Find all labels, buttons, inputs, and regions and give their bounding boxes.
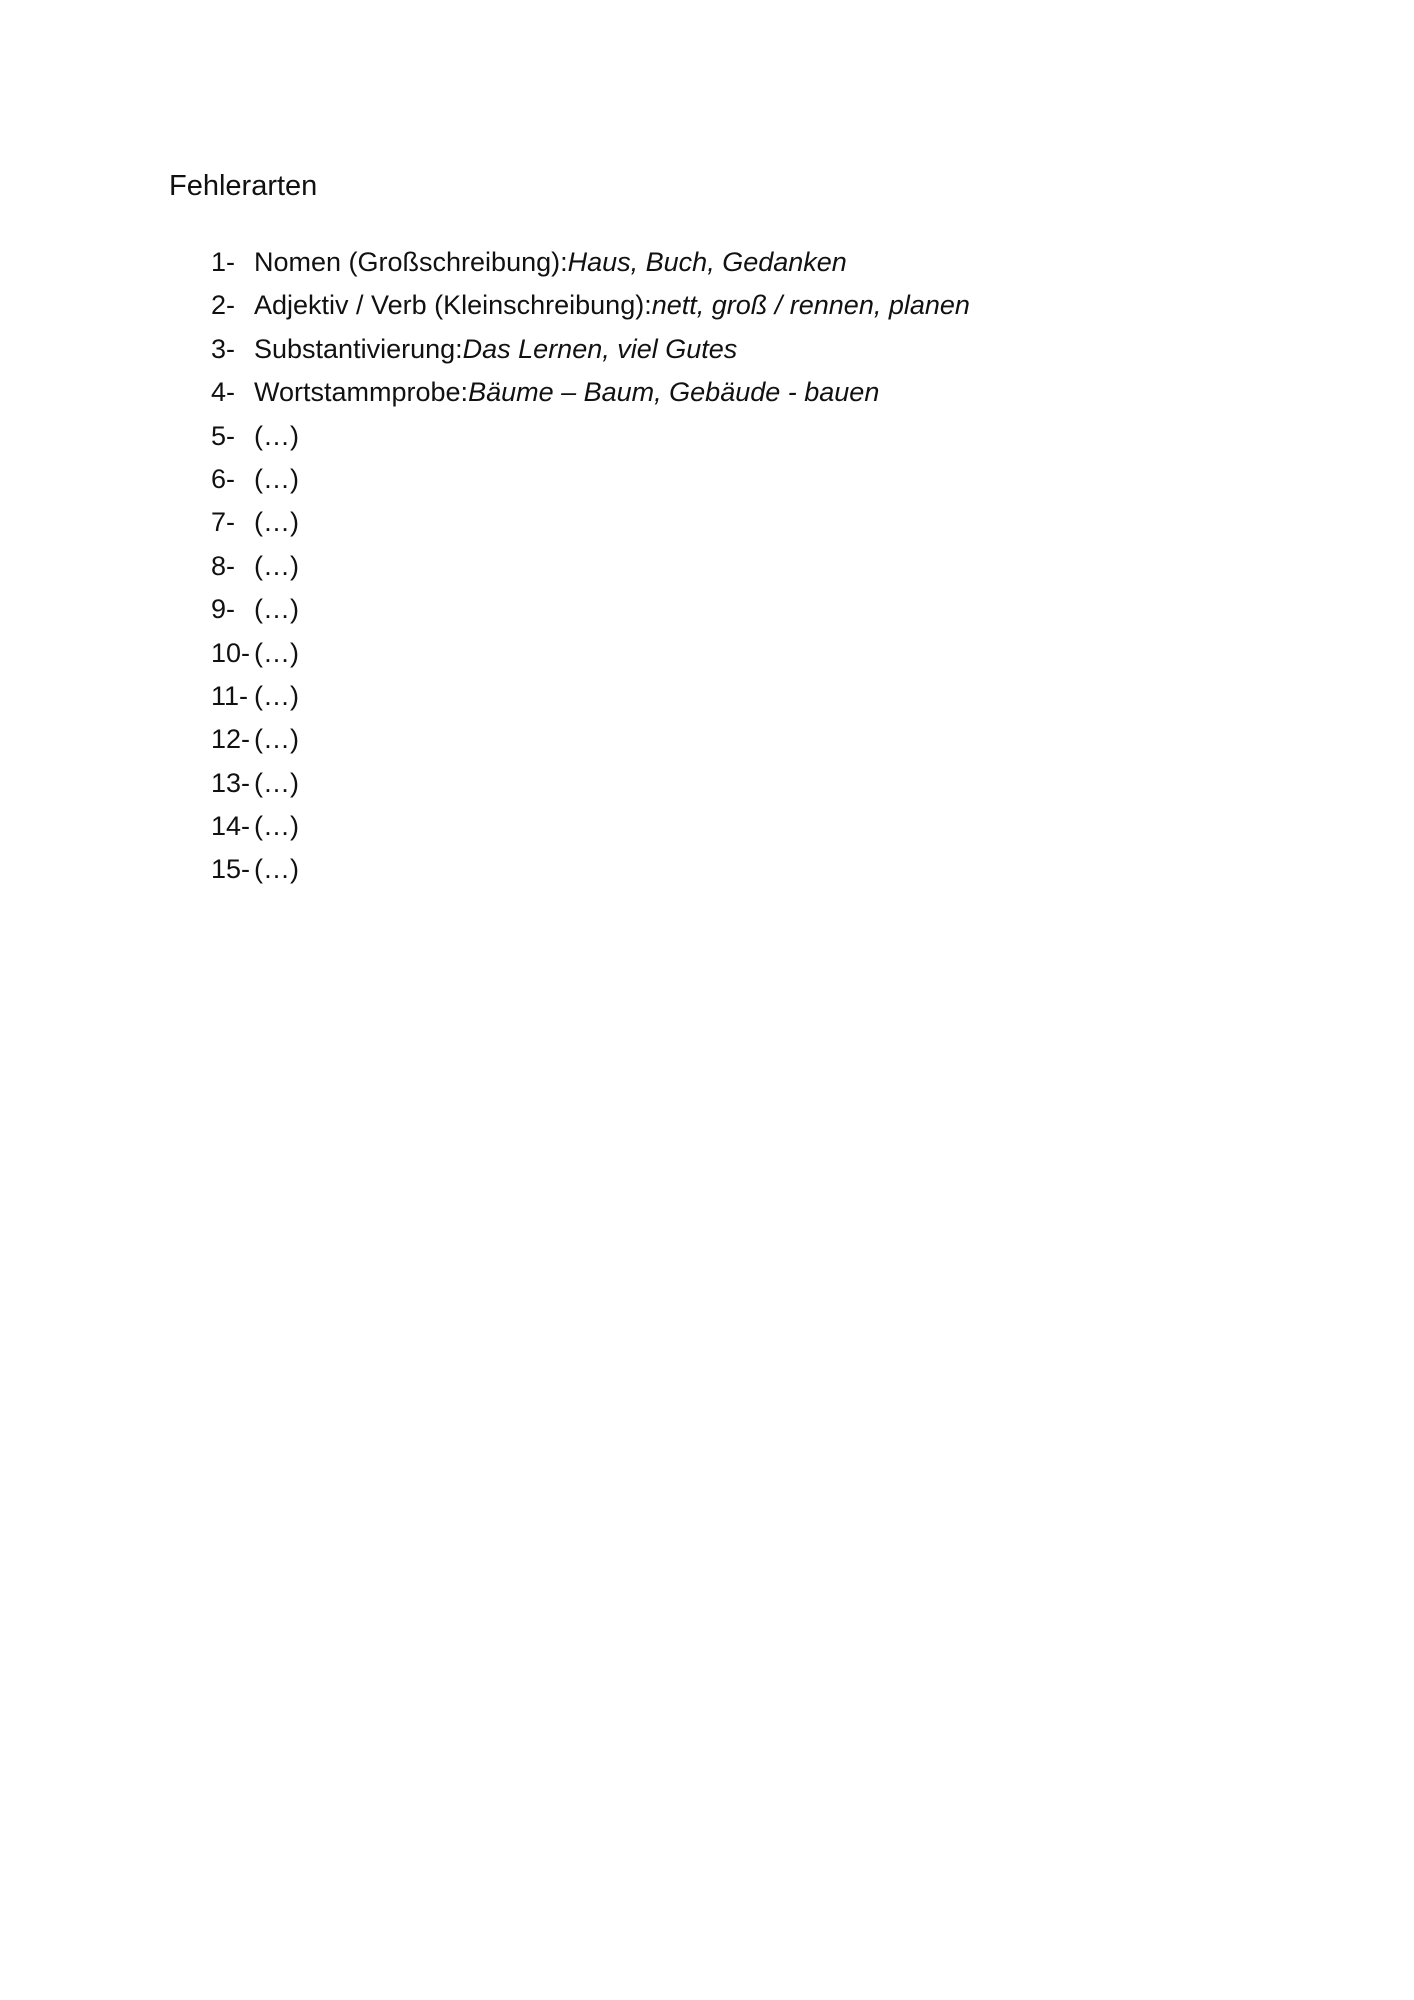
item-example: Bäume – Baum, Gebäude - bauen [468, 377, 880, 408]
item-number: 14- [211, 811, 251, 842]
list-item [211, 458, 970, 501]
item-label: (…) [254, 637, 299, 668]
item-label: (…) [254, 724, 299, 755]
item-label: Adjektiv / Verb (Kleinschreibung): [254, 290, 652, 321]
item-number: 4- [211, 377, 236, 408]
item-number: 12- [211, 724, 251, 755]
item-number: 9- [211, 594, 236, 625]
item-label: (…) [254, 767, 299, 798]
page-title: Fehlerarten [169, 170, 318, 202]
item-number: 15- [211, 854, 251, 885]
item-label: Substantivierung: [254, 333, 463, 364]
list-item [211, 328, 970, 371]
item-number: 10- [211, 637, 251, 668]
item-label: (…) [254, 854, 299, 885]
item-example: Haus, Buch, Gedanken [567, 247, 847, 277]
list-item [211, 371, 970, 414]
item-example: Das Lernen, viel Gutes [462, 333, 738, 364]
list-item [211, 805, 970, 848]
item-label: (…) [254, 550, 299, 581]
list-item [211, 632, 970, 675]
item-example: nett, groß / rennen, planen [651, 290, 970, 321]
item-number: 1- [211, 247, 236, 277]
item-label: (…) [254, 680, 299, 711]
error-type-list [211, 241, 970, 892]
item-number: 13- [211, 767, 251, 798]
item-label: (…) [254, 507, 299, 538]
item-number: 11- [211, 680, 249, 711]
item-number: 6- [211, 463, 236, 494]
list-item [211, 501, 970, 544]
item-number: 7- [211, 507, 236, 538]
list-item [211, 848, 970, 891]
item-label: Wortstammprobe: [254, 377, 469, 408]
list-item [211, 545, 970, 588]
item-number: 3- [211, 333, 236, 364]
item-label: (…) [254, 420, 299, 451]
item-label: (…) [254, 594, 299, 625]
list-item [211, 588, 970, 631]
item-label: Nomen (Großschreibung): [254, 247, 568, 277]
list-item [211, 241, 970, 284]
list-item [211, 675, 970, 718]
list-item [211, 762, 970, 805]
list-item [211, 415, 970, 458]
item-label: (…) [254, 811, 299, 842]
list-item [211, 284, 970, 327]
item-label: (…) [254, 463, 299, 494]
list-item [211, 718, 970, 761]
item-number: 2- [211, 290, 236, 321]
item-number: 5- [211, 420, 236, 451]
item-number: 8- [211, 550, 236, 581]
